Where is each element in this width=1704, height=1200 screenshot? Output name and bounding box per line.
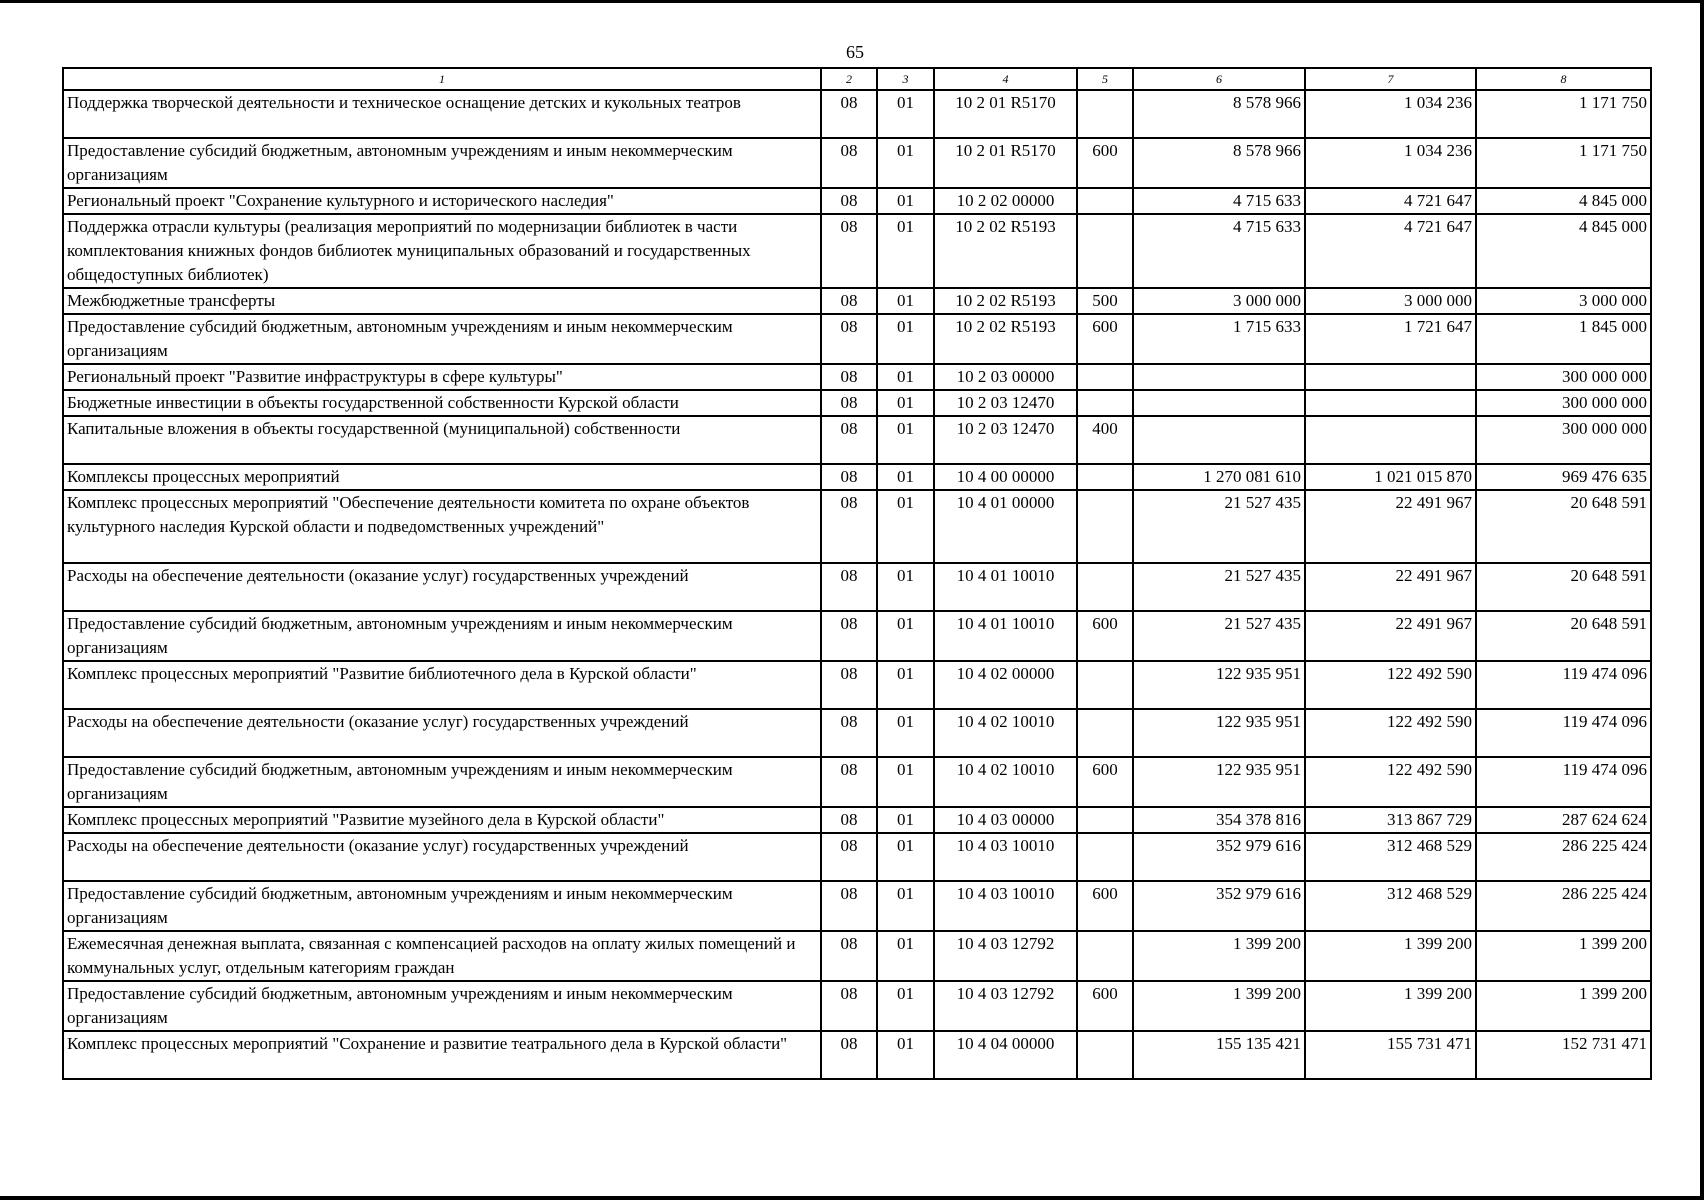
section-code-cell: 08 — [821, 661, 877, 709]
expense-name-cell: Поддержка творческой деятельности и техническое оснащение детских и кукольных театров — [63, 90, 821, 138]
amount-year3-cell: 152 731 471 — [1476, 1031, 1651, 1079]
section-code-cell: 08 — [821, 464, 877, 490]
column-number: 7 — [1305, 68, 1476, 90]
amount-year1-cell: 122 935 951 — [1133, 661, 1305, 709]
amount-year1-cell: 352 979 616 — [1133, 833, 1305, 881]
target-article-cell: 10 4 04 00000 — [934, 1031, 1077, 1079]
subsection-code-cell: 01 — [877, 931, 934, 981]
subsection-code-cell: 01 — [877, 314, 934, 364]
amount-year3-cell: 300 000 000 — [1476, 364, 1651, 390]
amount-year3-cell: 286 225 424 — [1476, 833, 1651, 881]
amount-year3-cell: 119 474 096 — [1476, 709, 1651, 757]
amount-year2-cell: 313 867 729 — [1305, 807, 1476, 833]
target-article-cell: 10 2 03 12470 — [934, 416, 1077, 464]
amount-year1-cell — [1133, 364, 1305, 390]
amount-year1-cell: 122 935 951 — [1133, 757, 1305, 807]
table-row — [63, 709, 1651, 757]
table-row — [63, 661, 1651, 709]
table-row — [63, 807, 1651, 833]
column-number: 8 — [1476, 68, 1651, 90]
amount-year3-cell: 300 000 000 — [1476, 390, 1651, 416]
amount-year3-cell: 1 171 750 — [1476, 90, 1651, 138]
amount-year2-cell: 122 492 590 — [1305, 709, 1476, 757]
column-number: 3 — [877, 68, 934, 90]
target-article-cell: 10 2 02 R5193 — [934, 288, 1077, 314]
amount-year1-cell: 155 135 421 — [1133, 1031, 1305, 1079]
amount-year3-cell: 1 399 200 — [1476, 981, 1651, 1031]
subsection-code-cell: 01 — [877, 881, 934, 931]
expense-name-cell: Региональный проект "Сохранение культурного и исторического наследия" — [63, 188, 821, 214]
expense-type-cell — [1077, 90, 1133, 138]
expense-name-cell: Расходы на обеспечение деятельности (оказание услуг) государственных учреждений — [63, 563, 821, 611]
target-article-cell: 10 2 03 12470 — [934, 390, 1077, 416]
amount-year2-cell: 4 721 647 — [1305, 214, 1476, 288]
expense-name-cell: Предоставление субсидий бюджетным, автономным учреждениям и иным некоммерческим организациям — [63, 314, 821, 364]
amount-year2-cell: 1 721 647 — [1305, 314, 1476, 364]
amount-year3-cell: 1 399 200 — [1476, 931, 1651, 981]
table-body — [63, 90, 1651, 1079]
subsection-code-cell: 01 — [877, 611, 934, 661]
subsection-code-cell: 01 — [877, 1031, 934, 1079]
expense-name-cell: Комплекс процессных мероприятий "Сохранение и развитие театрального дела в Курской области" — [63, 1031, 821, 1079]
target-article-cell: 10 2 02 00000 — [934, 188, 1077, 214]
target-article-cell: 10 4 03 00000 — [934, 807, 1077, 833]
target-article-cell: 10 2 02 R5193 — [934, 214, 1077, 288]
section-code-cell: 08 — [821, 931, 877, 981]
budget-table — [62, 67, 1652, 1080]
amount-year2-cell: 122 492 590 — [1305, 661, 1476, 709]
section-code-cell: 08 — [821, 833, 877, 881]
amount-year1-cell: 8 578 966 — [1133, 138, 1305, 188]
amount-year3-cell: 3 000 000 — [1476, 288, 1651, 314]
expense-name-cell: Поддержка отрасли культуры (реализация мероприятий по модернизации библиотек в части комплектования книжных фондов библиотек муниципальных образований и государственных общедоступных библиотек) — [63, 214, 821, 288]
expense-name-cell: Расходы на обеспечение деятельности (оказание услуг) государственных учреждений — [63, 833, 821, 881]
scan-border-top — [0, 0, 1704, 3]
subsection-code-cell: 01 — [877, 757, 934, 807]
target-article-cell: 10 2 03 00000 — [934, 364, 1077, 390]
amount-year3-cell: 300 000 000 — [1476, 416, 1651, 464]
expense-type-cell: 600 — [1077, 757, 1133, 807]
amount-year1-cell: 3 000 000 — [1133, 288, 1305, 314]
amount-year1-cell: 21 527 435 — [1133, 611, 1305, 661]
page-number: 65 — [846, 42, 864, 62]
subsection-code-cell: 01 — [877, 981, 934, 1031]
table-row — [63, 138, 1651, 188]
amount-year3-cell: 4 845 000 — [1476, 214, 1651, 288]
expense-name-cell: Региональный проект "Развитие инфраструктуры в сфере культуры" — [63, 364, 821, 390]
amount-year1-cell: 21 527 435 — [1133, 563, 1305, 611]
table-row — [63, 288, 1651, 314]
amount-year2-cell: 22 491 967 — [1305, 611, 1476, 661]
column-number: 4 — [934, 68, 1077, 90]
expense-type-cell — [1077, 563, 1133, 611]
amount-year2-cell: 1 021 015 870 — [1305, 464, 1476, 490]
target-article-cell: 10 4 00 00000 — [934, 464, 1077, 490]
expense-name-cell: Комплексы процессных мероприятий — [63, 464, 821, 490]
target-article-cell: 10 4 02 10010 — [934, 709, 1077, 757]
scan-border-bottom — [0, 1196, 1704, 1200]
amount-year3-cell: 20 648 591 — [1476, 563, 1651, 611]
table-row — [63, 833, 1651, 881]
section-code-cell: 08 — [821, 390, 877, 416]
subsection-code-cell: 01 — [877, 188, 934, 214]
expense-type-cell — [1077, 490, 1133, 563]
amount-year2-cell — [1305, 364, 1476, 390]
target-article-cell: 10 2 01 R5170 — [934, 138, 1077, 188]
amount-year1-cell — [1133, 416, 1305, 464]
amount-year3-cell: 287 624 624 — [1476, 807, 1651, 833]
table-row — [63, 214, 1651, 288]
table-row — [63, 416, 1651, 464]
target-article-cell: 10 4 03 12792 — [934, 931, 1077, 981]
amount-year3-cell: 4 845 000 — [1476, 188, 1651, 214]
section-code-cell: 08 — [821, 214, 877, 288]
section-code-cell: 08 — [821, 90, 877, 138]
subsection-code-cell: 01 — [877, 288, 934, 314]
column-number: 5 — [1077, 68, 1133, 90]
amount-year2-cell: 1 399 200 — [1305, 931, 1476, 981]
expense-type-cell — [1077, 214, 1133, 288]
amount-year1-cell: 8 578 966 — [1133, 90, 1305, 138]
expense-name-cell: Предоставление субсидий бюджетным, автономным учреждениям и иным некоммерческим организациям — [63, 611, 821, 661]
amount-year3-cell: 119 474 096 — [1476, 661, 1651, 709]
amount-year1-cell: 4 715 633 — [1133, 214, 1305, 288]
table-row — [63, 981, 1651, 1031]
section-code-cell: 08 — [821, 490, 877, 563]
target-article-cell: 10 4 03 10010 — [934, 833, 1077, 881]
section-code-cell: 08 — [821, 981, 877, 1031]
table-row — [63, 314, 1651, 364]
table-row — [63, 188, 1651, 214]
amount-year2-cell: 1 399 200 — [1305, 981, 1476, 1031]
subsection-code-cell: 01 — [877, 90, 934, 138]
section-code-cell: 08 — [821, 563, 877, 611]
target-article-cell: 10 2 01 R5170 — [934, 90, 1077, 138]
expense-type-cell — [1077, 364, 1133, 390]
amount-year2-cell: 4 721 647 — [1305, 188, 1476, 214]
expense-type-cell: 600 — [1077, 981, 1133, 1031]
subsection-code-cell: 01 — [877, 364, 934, 390]
expense-type-cell — [1077, 931, 1133, 981]
subsection-code-cell: 01 — [877, 390, 934, 416]
expense-type-cell — [1077, 807, 1133, 833]
expense-type-cell: 600 — [1077, 611, 1133, 661]
section-code-cell: 08 — [821, 1031, 877, 1079]
amount-year3-cell: 1 171 750 — [1476, 138, 1651, 188]
section-code-cell: 08 — [821, 364, 877, 390]
amount-year2-cell — [1305, 390, 1476, 416]
amount-year2-cell: 1 034 236 — [1305, 90, 1476, 138]
expense-type-cell: 500 — [1077, 288, 1133, 314]
amount-year3-cell: 20 648 591 — [1476, 611, 1651, 661]
section-code-cell: 08 — [821, 757, 877, 807]
expense-name-cell: Межбюджетные трансферты — [63, 288, 821, 314]
amount-year1-cell: 1 715 633 — [1133, 314, 1305, 364]
target-article-cell: 10 4 03 12792 — [934, 981, 1077, 1031]
amount-year1-cell: 352 979 616 — [1133, 881, 1305, 931]
section-code-cell: 08 — [821, 416, 877, 464]
amount-year2-cell: 122 492 590 — [1305, 757, 1476, 807]
amount-year1-cell: 4 715 633 — [1133, 188, 1305, 214]
amount-year2-cell: 1 034 236 — [1305, 138, 1476, 188]
expense-name-cell: Комплекс процессных мероприятий "Развитие библиотечного дела в Курской области" — [63, 661, 821, 709]
expense-name-cell: Расходы на обеспечение деятельности (оказание услуг) государственных учреждений — [63, 709, 821, 757]
section-code-cell: 08 — [821, 611, 877, 661]
subsection-code-cell: 01 — [877, 807, 934, 833]
amount-year3-cell: 286 225 424 — [1476, 881, 1651, 931]
target-article-cell: 10 4 02 10010 — [934, 757, 1077, 807]
expense-type-cell — [1077, 833, 1133, 881]
target-article-cell: 10 4 01 10010 — [934, 611, 1077, 661]
table-row — [63, 757, 1651, 807]
table-row — [63, 931, 1651, 981]
amount-year3-cell: 969 476 635 — [1476, 464, 1651, 490]
subsection-code-cell: 01 — [877, 833, 934, 881]
amount-year1-cell: 354 378 816 — [1133, 807, 1305, 833]
table-row — [63, 464, 1651, 490]
table-row — [63, 881, 1651, 931]
expense-type-cell — [1077, 464, 1133, 490]
amount-year1-cell: 21 527 435 — [1133, 490, 1305, 563]
column-number: 6 — [1133, 68, 1305, 90]
expense-type-cell — [1077, 188, 1133, 214]
column-number: 1 — [63, 68, 821, 90]
amount-year1-cell: 1 270 081 610 — [1133, 464, 1305, 490]
expense-name-cell: Бюджетные инвестиции в объекты государственной собственности Курской области — [63, 390, 821, 416]
amount-year1-cell: 1 399 200 — [1133, 931, 1305, 981]
table-row — [63, 90, 1651, 138]
table-row — [63, 390, 1651, 416]
section-code-cell: 08 — [821, 138, 877, 188]
amount-year2-cell: 312 468 529 — [1305, 881, 1476, 931]
subsection-code-cell: 01 — [877, 709, 934, 757]
subsection-code-cell: 01 — [877, 661, 934, 709]
subsection-code-cell: 01 — [877, 563, 934, 611]
expense-name-cell: Ежемесячная денежная выплата, связанная с компенсацией расходов на оплату жилых помещений и коммунальных услуг, отдельным категориям граждан — [63, 931, 821, 981]
section-code-cell: 08 — [821, 314, 877, 364]
table-row — [63, 1031, 1651, 1079]
amount-year2-cell: 3 000 000 — [1305, 288, 1476, 314]
section-code-cell: 08 — [821, 881, 877, 931]
column-number: 2 — [821, 68, 877, 90]
table-row — [63, 563, 1651, 611]
amount-year3-cell: 1 845 000 — [1476, 314, 1651, 364]
amount-year2-cell: 155 731 471 — [1305, 1031, 1476, 1079]
amount-year1-cell: 122 935 951 — [1133, 709, 1305, 757]
expense-name-cell: Капитальные вложения в объекты государственной (муниципальной) собственности — [63, 416, 821, 464]
subsection-code-cell: 01 — [877, 214, 934, 288]
section-code-cell: 08 — [821, 709, 877, 757]
amount-year1-cell — [1133, 390, 1305, 416]
target-article-cell: 10 4 03 10010 — [934, 881, 1077, 931]
expense-type-cell — [1077, 390, 1133, 416]
expense-name-cell: Предоставление субсидий бюджетным, автономным учреждениям и иным некоммерческим организациям — [63, 138, 821, 188]
amount-year2-cell — [1305, 416, 1476, 464]
subsection-code-cell: 01 — [877, 416, 934, 464]
target-article-cell: 10 4 01 00000 — [934, 490, 1077, 563]
table-row — [63, 490, 1651, 563]
subsection-code-cell: 01 — [877, 464, 934, 490]
expense-type-cell: 600 — [1077, 138, 1133, 188]
expense-name-cell: Комплекс процессных мероприятий "Развитие музейного дела в Курской области" — [63, 807, 821, 833]
target-article-cell: 10 2 02 R5193 — [934, 314, 1077, 364]
amount-year1-cell: 1 399 200 — [1133, 981, 1305, 1031]
table-row — [63, 364, 1651, 390]
amount-year2-cell: 312 468 529 — [1305, 833, 1476, 881]
expense-type-cell: 400 — [1077, 416, 1133, 464]
expense-type-cell: 600 — [1077, 314, 1133, 364]
column-number-row — [63, 68, 1651, 90]
amount-year3-cell: 119 474 096 — [1476, 757, 1651, 807]
section-code-cell: 08 — [821, 288, 877, 314]
target-article-cell: 10 4 01 10010 — [934, 563, 1077, 611]
scan-border-right — [1700, 0, 1704, 1200]
subsection-code-cell: 01 — [877, 490, 934, 563]
expense-name-cell: Предоставление субсидий бюджетным, автономным учреждениям и иным некоммерческим организациям — [63, 757, 821, 807]
subsection-code-cell: 01 — [877, 138, 934, 188]
section-code-cell: 08 — [821, 807, 877, 833]
target-article-cell: 10 4 02 00000 — [934, 661, 1077, 709]
expense-name-cell: Комплекс процессных мероприятий "Обеспечение деятельности комитета по охране объектов культурного наследия Курской области и подведомственных учреждений" — [63, 490, 821, 563]
amount-year3-cell: 20 648 591 — [1476, 490, 1651, 563]
amount-year2-cell: 22 491 967 — [1305, 490, 1476, 563]
expense-type-cell: 600 — [1077, 881, 1133, 931]
amount-year2-cell: 22 491 967 — [1305, 563, 1476, 611]
expense-name-cell: Предоставление субсидий бюджетным, автономным учреждениям и иным некоммерческим организациям — [63, 881, 821, 931]
expense-name-cell: Предоставление субсидий бюджетным, автономным учреждениям и иным некоммерческим организациям — [63, 981, 821, 1031]
expense-type-cell — [1077, 709, 1133, 757]
expense-type-cell — [1077, 661, 1133, 709]
table-row — [63, 611, 1651, 661]
section-code-cell: 08 — [821, 188, 877, 214]
expense-type-cell — [1077, 1031, 1133, 1079]
